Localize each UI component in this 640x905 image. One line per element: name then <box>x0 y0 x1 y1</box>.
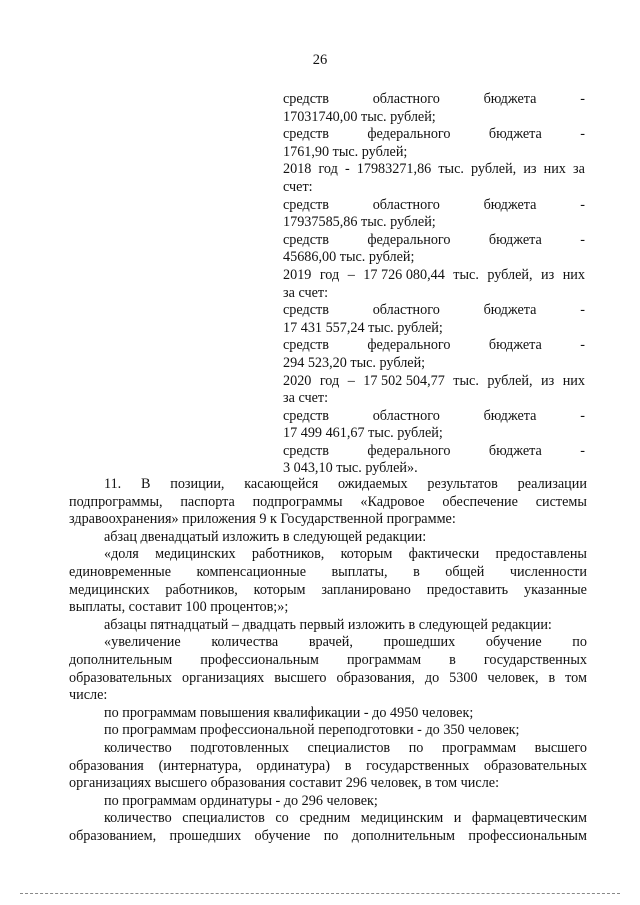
text-word: - <box>580 442 585 459</box>
text-word: 17983271,86 <box>356 161 432 178</box>
text-word: медицинских <box>69 581 150 598</box>
text-word: областного <box>372 302 440 319</box>
text-word: областного <box>372 91 440 107</box>
text-word: образовательных <box>69 669 173 686</box>
text-word: специалистов <box>182 810 265 827</box>
text-word: по <box>323 827 339 844</box>
text-word: паспорта <box>180 493 235 510</box>
text-line <box>69 740 587 758</box>
text-word: прошедших <box>169 827 242 844</box>
text-word: компенсационные <box>196 563 306 580</box>
text-word: средств <box>283 91 329 107</box>
text-word: количество <box>104 810 172 827</box>
text-line: 17 499 461,67 тыс. рублей; <box>283 425 443 442</box>
text-word: федерального <box>367 337 451 354</box>
text-line: здравоохранения» приложения 9 к Государственной программе: <box>69 511 456 528</box>
text-word: 17 502 504,77 <box>363 372 445 389</box>
text-line: выплаты, составит 100 процентов;»; <box>69 599 289 616</box>
text-word: по <box>572 634 587 651</box>
text-line <box>283 373 585 391</box>
text-line <box>283 232 585 250</box>
text-word: организациях <box>182 669 265 686</box>
text-line <box>69 758 587 776</box>
text-word: тыс. <box>438 161 464 178</box>
text-word: - <box>344 161 350 178</box>
text-word: работников, <box>251 546 325 563</box>
text-line <box>283 337 585 355</box>
text-line <box>69 582 587 600</box>
text-word: бюджета <box>483 196 537 213</box>
text-word: 2018 <box>283 161 312 178</box>
text-word: фактически <box>408 546 480 563</box>
text-word: средств <box>283 442 329 459</box>
text-word: системы <box>535 493 587 510</box>
text-word: образования <box>69 757 144 774</box>
text-word: - <box>580 91 585 107</box>
text-word: рублей, <box>471 161 517 178</box>
text-word: «увеличение <box>104 634 181 651</box>
text-word: – <box>347 266 355 283</box>
text-word: высшего <box>274 669 327 686</box>
text-line <box>69 494 587 512</box>
text-line: абзац двенадцатый изложить в следующей редакции: <box>104 528 427 545</box>
text-line <box>283 408 585 426</box>
text-word: средств <box>283 302 329 319</box>
text-word: количество <box>104 739 172 756</box>
text-word: медицинских <box>155 546 236 563</box>
text-word: прошедших <box>383 634 456 651</box>
text-word: численности <box>509 563 587 580</box>
text-word: государственных <box>366 757 470 774</box>
text-word: количества <box>211 634 279 651</box>
text-word: бюджета <box>488 442 542 459</box>
text-word: врачей, <box>308 634 353 651</box>
text-word: 2019 <box>283 266 312 283</box>
text-word: областного <box>372 407 440 424</box>
text-word: программам <box>441 739 517 756</box>
text-word: В <box>141 476 151 492</box>
text-word: общей <box>445 563 485 580</box>
text-word: указанные <box>523 581 587 598</box>
text-line <box>283 197 585 215</box>
text-word: 11. <box>104 476 122 492</box>
text-word: 5300 <box>449 669 478 686</box>
text-word: профессиональным <box>200 651 319 668</box>
text-word: из <box>523 161 537 178</box>
text-word: единовременные <box>69 563 171 580</box>
text-word: работников, <box>165 581 238 598</box>
text-line <box>283 161 585 179</box>
text-word: государственных <box>483 651 587 668</box>
page-bottom-rule <box>20 893 620 894</box>
text-word: касающейся <box>244 476 319 492</box>
text-word: и <box>453 810 462 827</box>
text-word: федерального <box>367 442 451 459</box>
text-word: тыс. <box>453 372 479 389</box>
text-word: федерального <box>367 126 451 143</box>
text-word: средств <box>283 231 329 248</box>
text-line: организациях высшего образования составит 296 человек, в том числе: <box>69 775 500 792</box>
text-word: в <box>548 669 556 686</box>
text-word: них <box>543 161 566 178</box>
text-line <box>69 476 587 494</box>
text-word: профессиональным <box>468 827 587 844</box>
text-word: фармацевтическим <box>471 810 587 827</box>
text-word: 17 726 080,44 <box>363 266 445 283</box>
text-word: рублей, <box>487 372 533 389</box>
text-word: обеспечение <box>442 493 518 510</box>
text-line: за счет: <box>283 390 329 407</box>
text-line <box>283 91 585 109</box>
text-line: по программам профессиональной переподготовки - до 350 человек; <box>104 722 520 739</box>
text-word: за <box>572 161 585 178</box>
text-word: год <box>319 372 340 389</box>
text-word: том <box>565 669 587 686</box>
text-word: медицинским <box>360 810 444 827</box>
text-line <box>69 634 587 652</box>
text-word: год <box>319 266 340 283</box>
text-word: запланировано <box>321 581 411 598</box>
text-line: 3 043,10 тыс. рублей». <box>283 460 418 477</box>
text-word: подготовленных <box>190 739 289 756</box>
text-word: - <box>580 126 585 143</box>
text-word: подпрограммы, <box>69 493 163 510</box>
text-line <box>69 564 587 582</box>
text-word: средним <box>299 810 351 827</box>
text-word: дополнительным <box>351 827 455 844</box>
text-line: за счет: <box>283 284 329 301</box>
text-word: 2020 <box>283 372 312 389</box>
text-line: 17 431 557,24 тыс. рублей; <box>283 319 443 336</box>
text-word: средств <box>283 196 329 213</box>
text-word: них <box>562 266 585 283</box>
text-word: областного <box>372 196 440 213</box>
text-word: бюджета <box>488 337 542 354</box>
text-word: бюджета <box>488 126 542 143</box>
text-word: ординатура) <box>256 757 330 774</box>
text-word: - <box>580 302 585 319</box>
text-word: результатов <box>427 476 498 492</box>
text-word: реализации <box>517 476 587 492</box>
text-word: бюджета <box>488 231 542 248</box>
text-word: которым <box>340 546 393 563</box>
text-word: бюджета <box>483 91 537 107</box>
text-word: средств <box>283 407 329 424</box>
text-word: год <box>318 161 338 178</box>
text-word: - <box>580 407 585 424</box>
text-word: обучение <box>254 827 311 844</box>
text-word: из <box>541 266 555 283</box>
text-word: позиции, <box>170 476 225 492</box>
text-word: предоставлены <box>495 546 587 563</box>
page-number: 26 <box>312 52 328 68</box>
text-word: в <box>449 651 456 668</box>
text-line: 294 523,20 тыс. рублей; <box>283 354 426 371</box>
text-word: тыс. <box>453 266 479 283</box>
text-word: до <box>424 669 440 686</box>
text-word: программам <box>346 651 422 668</box>
text-line <box>69 828 587 846</box>
text-line <box>283 267 585 285</box>
text-line: по программам повышения квалификации - до 4950 человек; <box>104 704 474 721</box>
text-word: в <box>344 757 352 774</box>
text-word: образованием, <box>69 827 157 844</box>
text-line: 1761,90 тыс. рублей; <box>283 143 408 160</box>
text-line <box>283 126 585 144</box>
text-line: счет: <box>283 178 313 195</box>
text-word: которым <box>253 581 306 598</box>
text-line <box>69 670 587 688</box>
text-word: выплаты, <box>331 563 388 580</box>
text-word: обучение <box>485 634 542 651</box>
text-word: «Кадровое <box>360 493 425 510</box>
text-line: 17937585,86 тыс. рублей; <box>283 214 436 231</box>
text-word: предоставить <box>426 581 509 598</box>
text-word: - <box>580 196 585 213</box>
text-line: по программам ординатуры - до 296 человек; <box>104 792 378 809</box>
text-word: из <box>541 372 555 389</box>
text-word: средств <box>283 126 329 143</box>
text-word: рублей, <box>487 266 533 283</box>
text-line <box>69 652 587 670</box>
text-word: ожидаемых <box>338 476 408 492</box>
text-line <box>69 810 587 828</box>
text-line: числе: <box>69 687 108 704</box>
funding-breakdown-block <box>283 91 585 478</box>
text-line: 45686,00 тыс. рублей; <box>283 249 415 266</box>
text-word: дополнительным <box>69 651 173 668</box>
text-line <box>283 302 585 320</box>
amendment-text-block <box>69 476 587 845</box>
text-word: федерального <box>367 231 451 248</box>
text-line: абзацы пятнадцатый – двадцать первый изложить в следующей редакции: <box>104 616 552 633</box>
text-line: 17031740,00 тыс. рублей; <box>283 108 436 125</box>
text-word: средств <box>283 337 329 354</box>
text-word: - <box>580 231 585 248</box>
text-word: - <box>580 337 585 354</box>
text-word: специалистов <box>307 739 391 756</box>
text-word: высшего <box>534 739 587 756</box>
text-word: бюджета <box>483 407 537 424</box>
text-word: (интернатура, <box>158 757 242 774</box>
text-word: подпрограммы <box>252 493 343 510</box>
text-word: бюджета <box>483 302 537 319</box>
text-word: в <box>413 563 420 580</box>
text-line <box>283 443 585 461</box>
text-word: образования, <box>336 669 415 686</box>
text-word: них <box>562 372 585 389</box>
text-word: по <box>408 739 424 756</box>
text-word: – <box>347 372 355 389</box>
text-word: «доля <box>104 546 139 563</box>
text-word: образовательных <box>483 757 587 774</box>
text-word: со <box>275 810 289 827</box>
text-word: человек, <box>487 669 539 686</box>
text-line <box>69 546 587 564</box>
